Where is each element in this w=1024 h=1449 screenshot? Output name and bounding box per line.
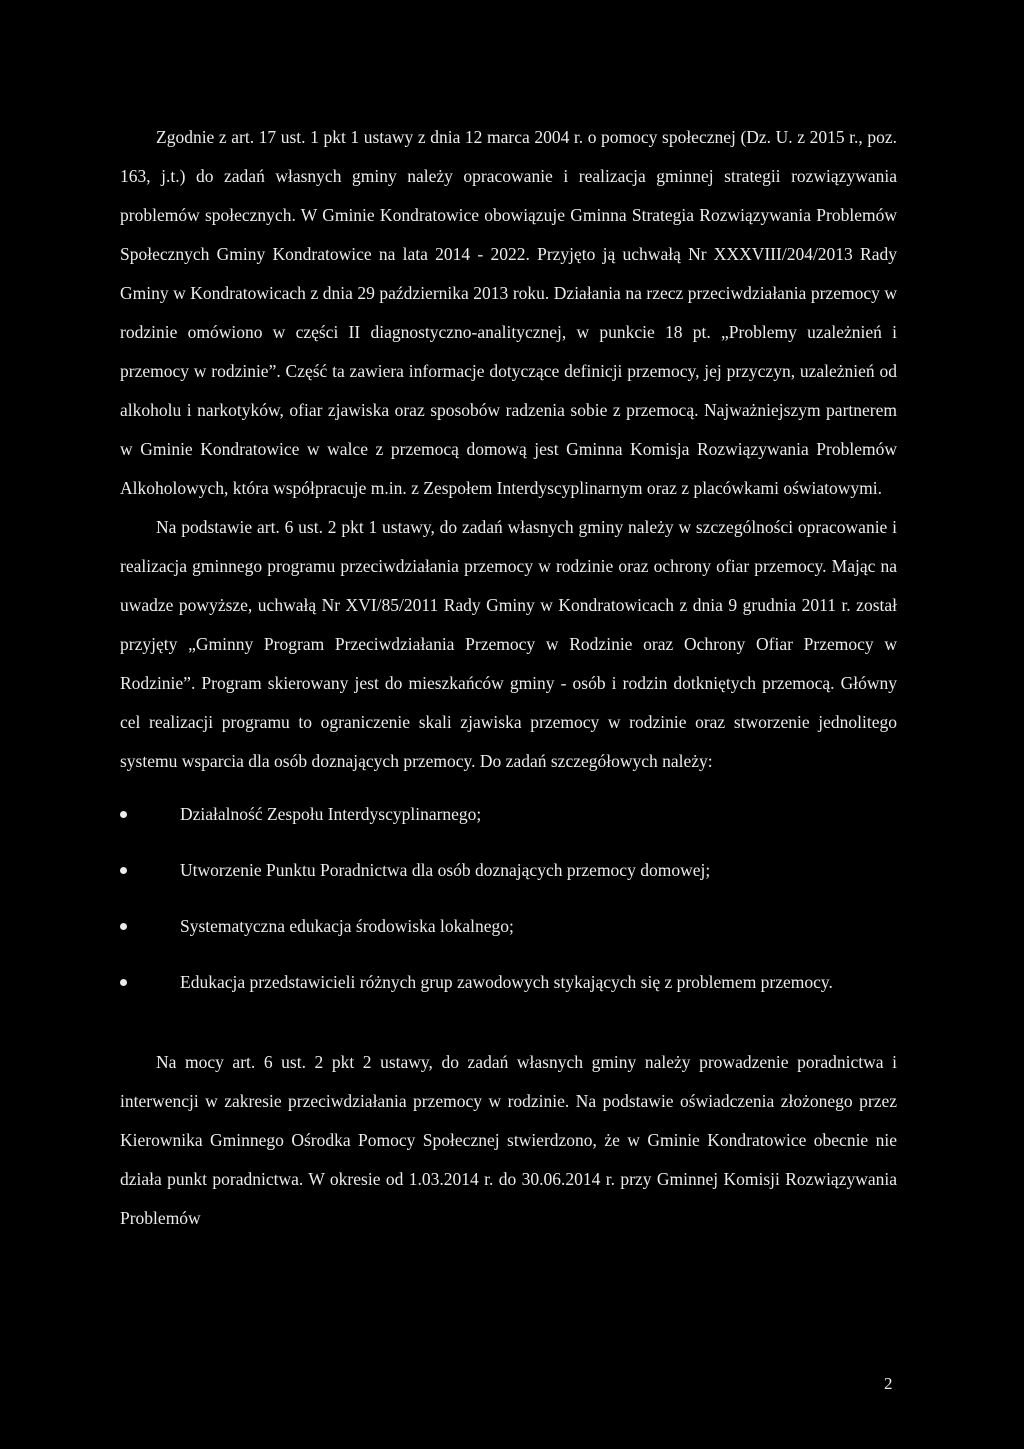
tasks-list bbox=[120, 795, 897, 1002]
list-item-text: Działalność Zespołu Interdyscyplinarnego; bbox=[180, 804, 482, 824]
bullet-icon bbox=[120, 811, 127, 818]
list-item bbox=[120, 795, 897, 834]
list-item-text: Edukacja przedstawicieli różnych grup zawodowych stykających się z problemem przemocy. bbox=[180, 972, 833, 992]
paragraph-strategy: Zgodnie z art. 17 ust. 1 pkt 1 ustawy z dnia 12 marca 2004 r. o pomocy społecznej (Dz. U. z 2015 r., poz. 163, j.t.) do zadań własnych gminy należy opracowanie i realizacja gminnej strategii rozwiązywania problemów społecznych. W Gminie Kondratowice obowiązuje Gminna Strategia Rozwiązywania Problemów Społecznych Gminy Kondratowice na lata 2014 - 2022. Przyjęto ją uchwałą Nr XXXVIII/204/2013 Rady Gminy w Kondratowicach z dnia 29 października 2013 roku. Działania na rzecz przeciwdziałania przemocy w rodzinie omówiono w części II diagnostyczno-analitycznej, w punkcie 18 pt. „Problemy uzależnień i przemocy w rodzinie”. Część ta zawiera informacje dotyczące definicji przemocy, jej przyczyn, uzależnień od alkoholu i narkotyków, ofiar zjawiska oraz sposobów radzenia sobie z przemocą. Najważniejszym partnerem w Gminie Kondratowice w walce z przemocą domową jest Gminna Komisja Rozwiązywania Problemów Alkoholowych, która współpracuje m.in. z Zespołem Interdyscyplinarnym oraz z placówkami oświatowymi. bbox=[120, 127, 897, 498]
list-item-text: Utworzenie Punktu Poradnictwa dla osób doznających przemocy domowej; bbox=[180, 860, 711, 880]
document-page bbox=[120, 118, 897, 1238]
paragraph-counseling: Na mocy art. 6 ust. 2 pkt 2 ustawy, do zadań własnych gminy należy prowadzenie poradnictwa i interwencji w zakresie przeciwdziałania przemocy w rodzinie. Na podstawie oświadczenia złożonego przez Kierownika Gminnego Ośrodka Pomocy Społecznej stwierdzono, że w Gminie Kondratowice obecnie nie działa punkt poradnictwa. W okresie od 1.03.2014 r. do 30.06.2014 r. przy Gminnej Komisji Rozwiązywania Problemów bbox=[120, 1052, 897, 1228]
bullet-icon bbox=[120, 979, 127, 986]
bullet-icon bbox=[120, 867, 127, 874]
page-number: 2 bbox=[884, 1374, 893, 1393]
list-item-text: Systematyczna edukacja środowiska lokalnego; bbox=[180, 916, 514, 936]
list-item bbox=[120, 851, 897, 890]
paragraph-program: Na podstawie art. 6 ust. 2 pkt 1 ustawy, do zadań własnych gminy należy w szczególności opracowanie i realizacja gminnego programu przeciwdziałania przemocy w rodzinie oraz ochrony ofiar przemocy. Mając na uwadze powyższe, uchwałą Nr XVI/85/2011 Rady Gminy w Kondratowicach z dnia 9 grudnia 2011 r. został przyjęty „Gminny Program Przeciwdziałania Przemocy w Rodzinie oraz Ochrony Ofiar Przemocy w Rodzinie”. Program skierowany jest do mieszkańców gminy - osób i rodzin dotkniętych przemocą. Główny cel realizacji programu to ograniczenie skali zjawiska przemocy w rodzinie oraz stworzenie jednolitego systemu wsparcia dla osób doznających przemocy. Do zadań szczegółowych należy: bbox=[120, 517, 897, 771]
bullet-icon bbox=[120, 923, 127, 930]
list-item bbox=[120, 907, 897, 946]
list-item bbox=[120, 963, 897, 1002]
